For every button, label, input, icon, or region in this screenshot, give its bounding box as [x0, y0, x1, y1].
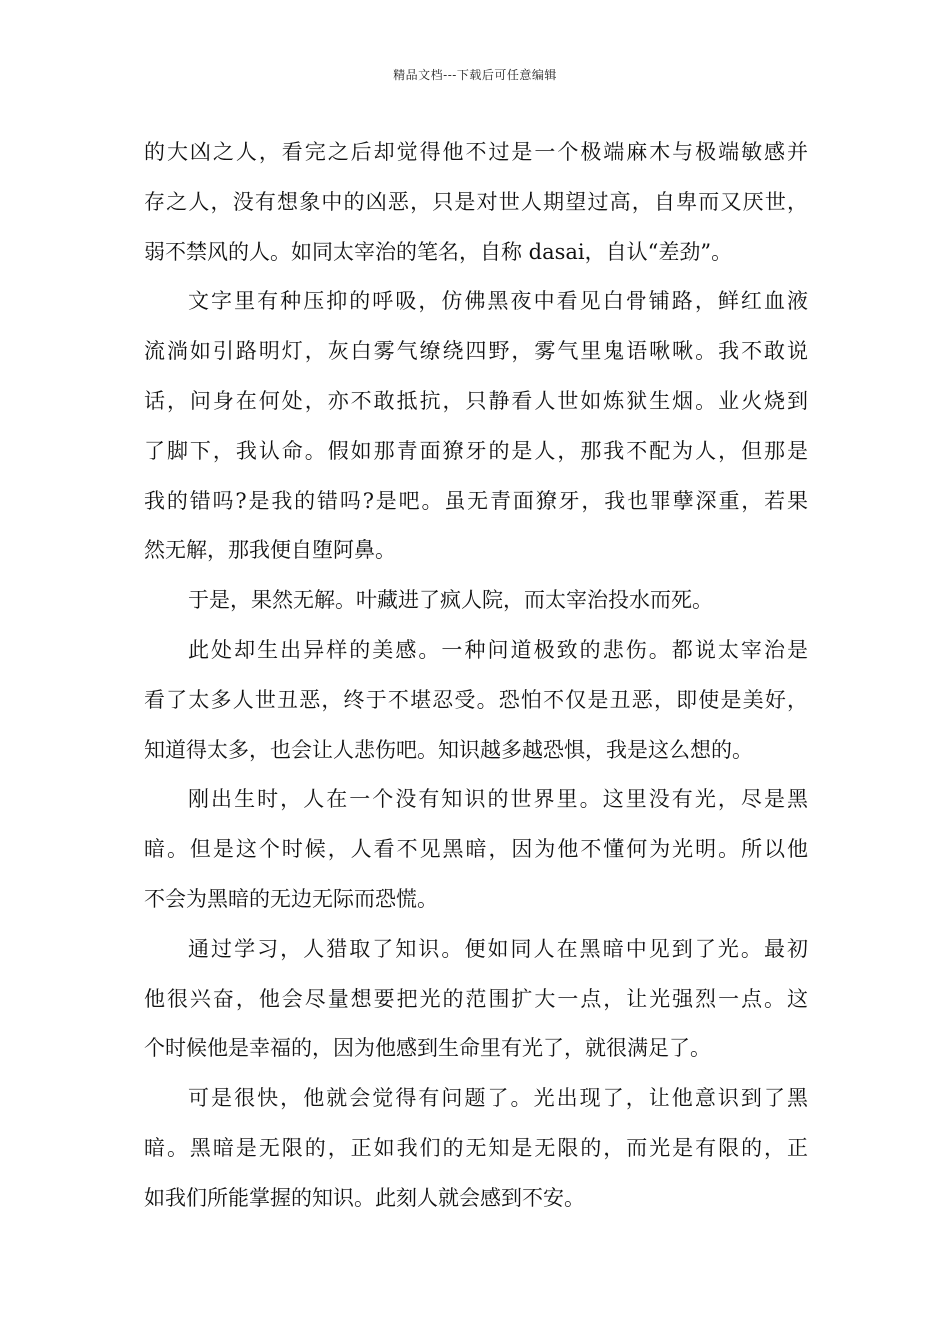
text-line: 他很兴奋，他会尽量想要把光的范围扩大一点，让光强烈一点。这 — [144, 986, 808, 1011]
text-line: 通过学习，人猎取了知识。便如同人在黑暗中见到了光。最初 — [188, 936, 808, 961]
text-line: 不会为黑暗的无边无际而恐慌。 — [144, 886, 438, 911]
paragraph — [144, 277, 808, 576]
text-line: 暗。黑暗是无限的，正如我们的无知是无限的，而光是有限的，正 — [144, 1135, 808, 1160]
text-line: 文字里有种压抑的呼吸，仿佛黑夜中看见白骨铺路，鲜红血液 — [188, 289, 808, 314]
text-line: 我的错吗?是我的错吗?是吧。虽无青面獠牙，我也罪孽深重，若果 — [144, 488, 808, 513]
text-line: 弱不禁风的人。如同太宰治的笔名，自称 dasai，自认“差劲”。 — [144, 239, 733, 264]
paragraph — [144, 626, 808, 775]
text-line: 话，问身在何处，亦不敢抵抗，只静看人世如炼狱生烟。业火烧到 — [144, 388, 808, 413]
text-line: 此处却生出异样的美感。一种问道极致的悲伤。都说太宰治是 — [188, 637, 808, 662]
text-line: 于是，果然无解。叶藏进了疯人院，而太宰治投水而死。 — [188, 588, 713, 613]
paragraph — [144, 775, 808, 924]
page-header: 精品文档---下载后可任意编辑 — [393, 68, 557, 82]
text-line: 个时候他是幸福的，因为他感到生命里有光了，就很满足了。 — [144, 1036, 711, 1061]
paragraph — [144, 128, 808, 277]
text-line: 可是很快，他就会觉得有问题了。光出现了，让他意识到了黑 — [188, 1086, 808, 1111]
text-line: 存之人，没有想象中的凶恶，只是对世人期望过高，自卑而又厌世， — [144, 189, 808, 214]
text-line: 了脚下，我认命。假如那青面獠牙的是人，那我不配为人，但那是 — [144, 438, 808, 463]
text-line: 知道得太多，也会让人悲伤吧。知识越多越恐惧，我是这么想的。 — [144, 737, 753, 762]
text-line: 暗。但是这个时候，人看不见黑暗，因为他不懂何为光明。所以他 — [144, 837, 808, 862]
paragraph — [144, 1074, 808, 1223]
text-line: 然无解，那我便自堕阿鼻。 — [144, 538, 396, 563]
body-text — [144, 128, 808, 1224]
text-line: 如我们所能掌握的知识。此刻人就会感到不安。 — [144, 1185, 585, 1210]
text-line: 看了太多人世丑恶，终于不堪忍受。恐怕不仅是丑恶，即使是美好， — [144, 687, 808, 712]
text-line: 的大凶之人，看完之后却觉得他不过是一个极端麻木与极端敏感并 — [144, 140, 808, 164]
text-line: 流淌如引路明灯，灰白雾气缭绕四野，雾气里鬼语啾啾。我不敢说 — [144, 339, 808, 364]
paragraph — [144, 576, 808, 626]
paragraph — [144, 925, 808, 1074]
text-line: 刚出生时，人在一个没有知识的世界里。这里没有光，尽是黑 — [188, 787, 808, 812]
